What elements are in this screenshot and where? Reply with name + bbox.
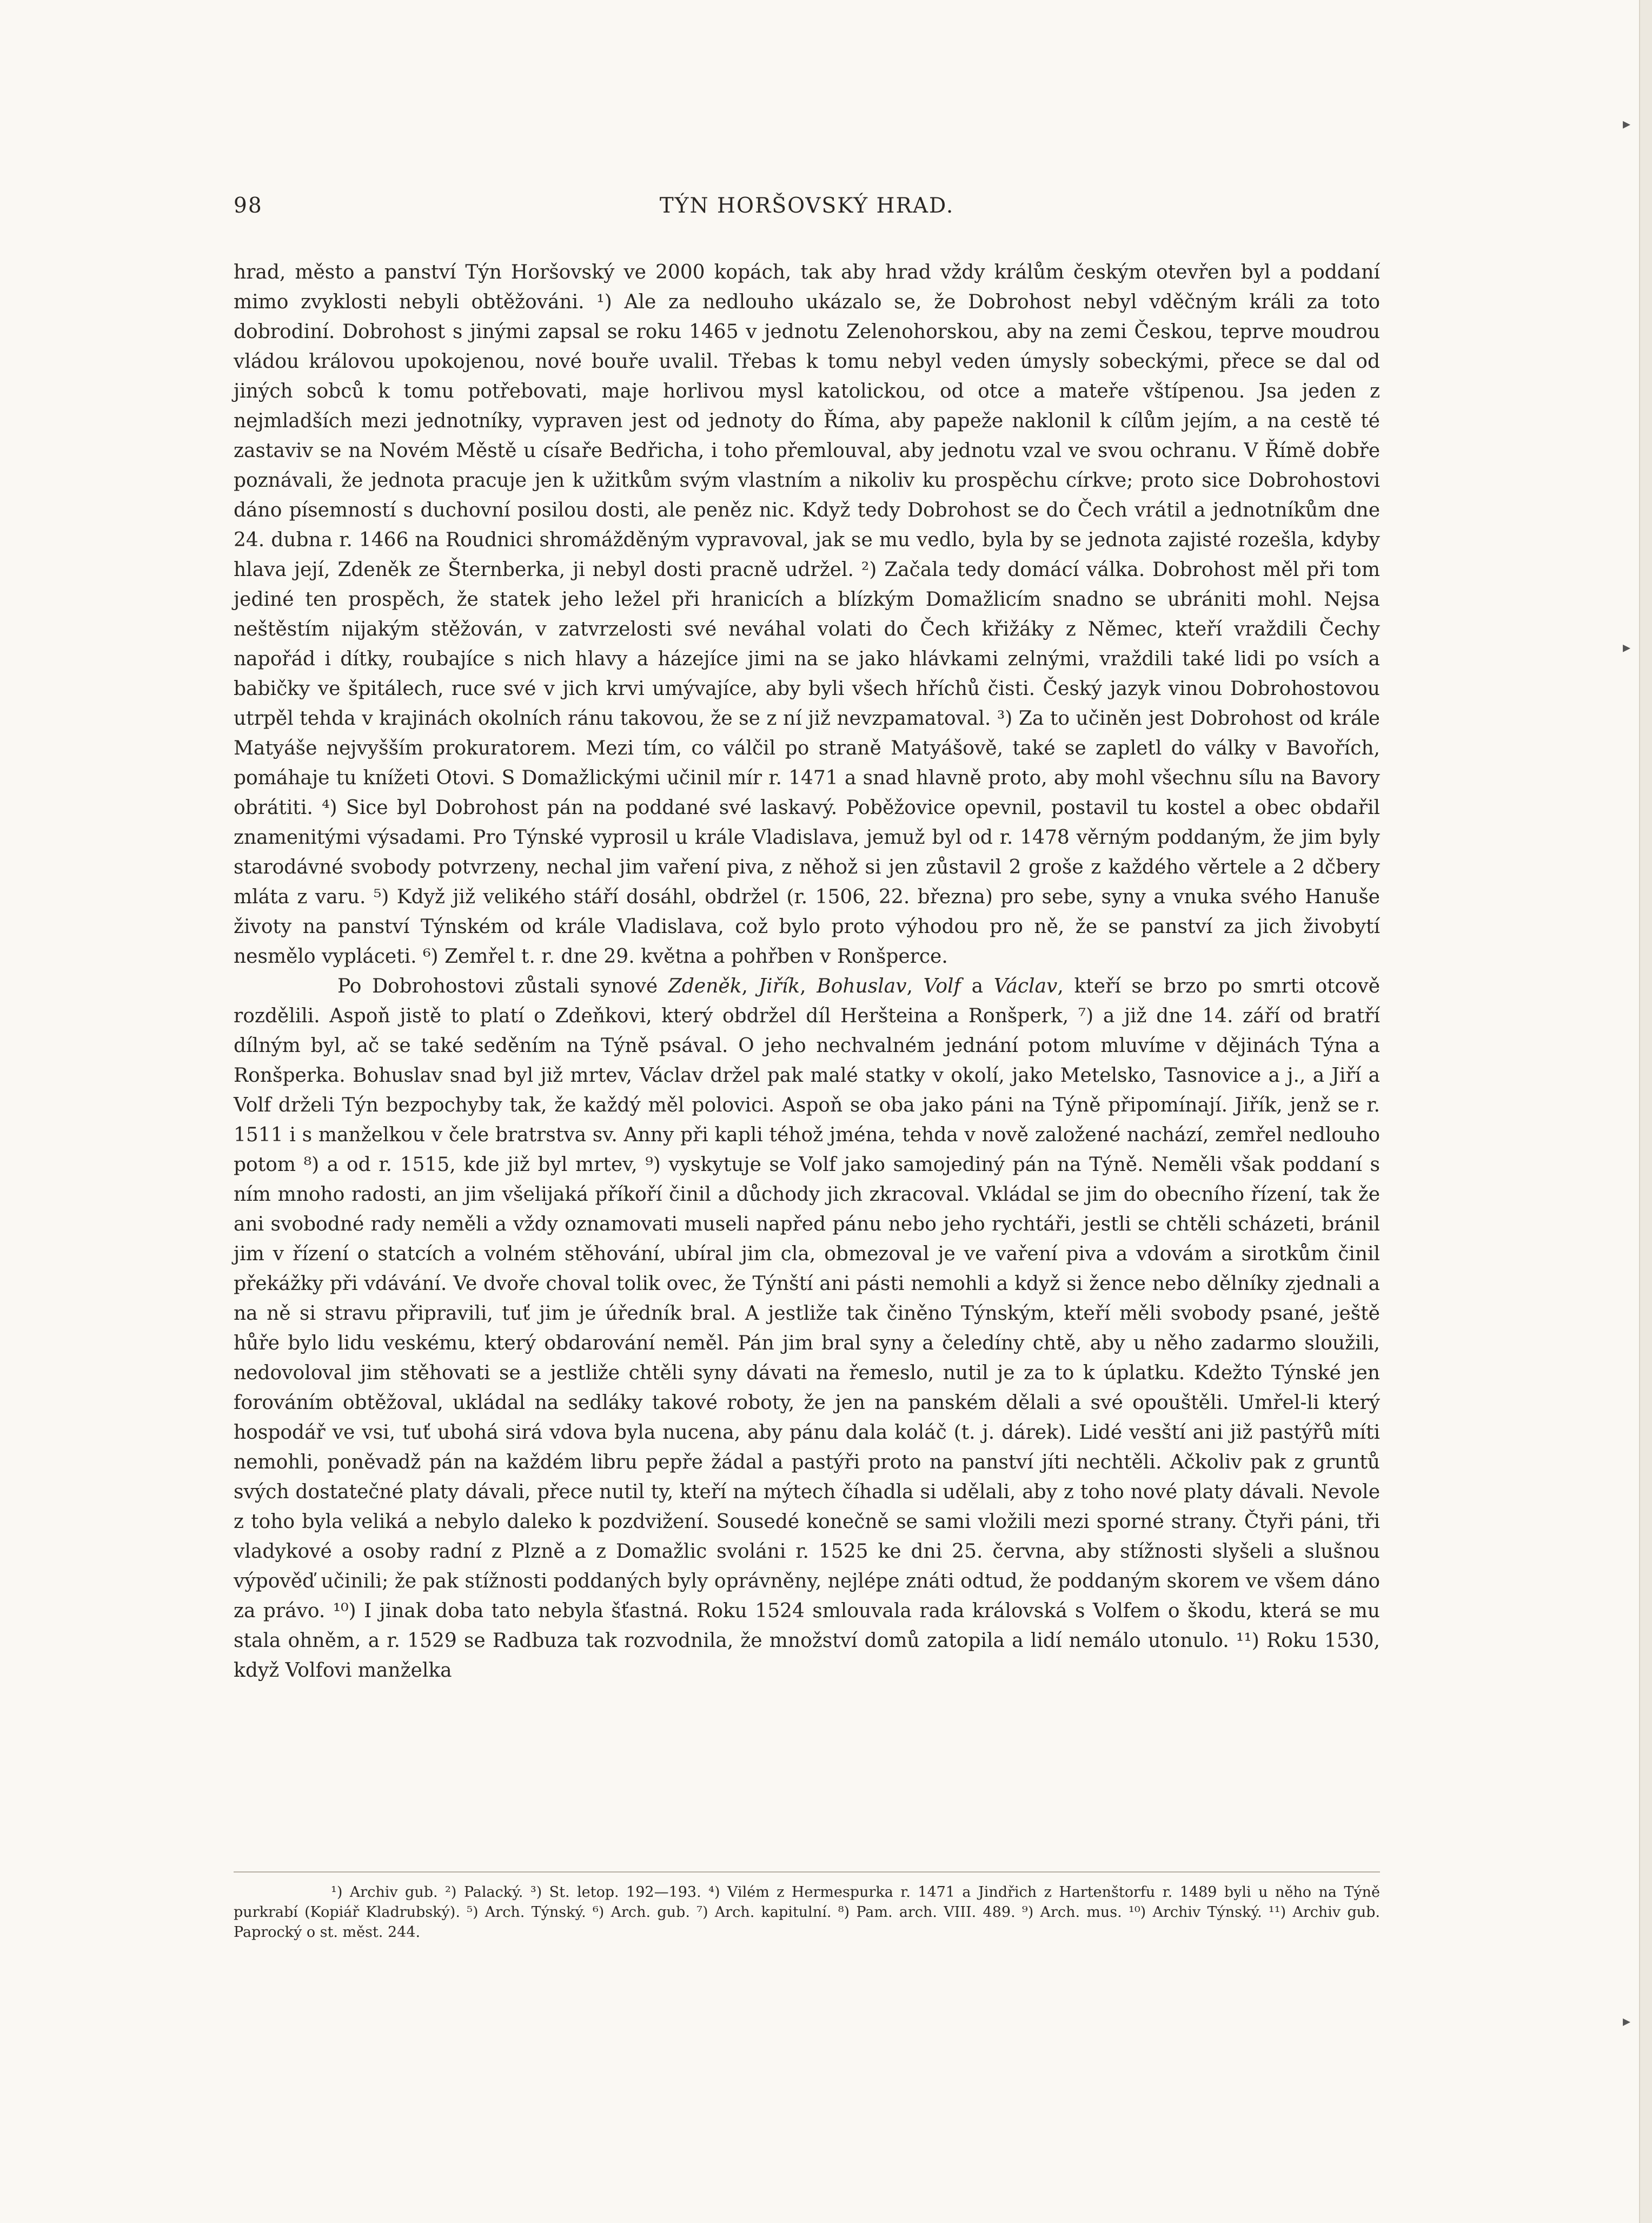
paragraph: hrad, město a panství Týn Horšovský ve 2000 kopách, tak aby hrad vždy králům českým otevřen byl a poddaní mimo zvyklosti nebyli obtěžováni. ¹) Ale za nedlouho ukázalo se, že Dobrohost nebyl vděčným králi za toto dobrodiní. Dobrohost s jinými zapsal se roku 1465 v jednotu Zelenohorskou, aby na zemi Českou, teprve moudrou vládou královou upokojenou, nové bouře uvalil. Třebas k tomu nebyl veden úmysly sobeckými, přece se dal od jiných sobců k tomu potřebovati, maje horlivou mysl katolickou, od otce a mateře vštípenou. Jsa jeden z nejmladších mezi jednotníky, vypraven jest od jednoty do Říma, aby papeže naklonil k cílům jejím, a na cestě té zastaviv se na Novém Městě u císaře Bedřicha, i toho přemlouval, aby jednotu vzal ve svou ochranu. V Římě dobře poznávali, že jednota pracuje jen k užitkům svým vlastním a nikoliv ku prospěchu církve; proto sice Dobrohostovi dáno písemností s duchovní posilou dosti, ale peněz nic. Když tedy Dobrohost se do Čech vrátil a jednotníkům dne 24. dubna r. 1466 na Roudnici shromážděným vypravoval, jak se mu vedlo, byla by se jednota zajisté rozešla, kdyby hlava její, Zdeněk ze Šternberka, ji nebyl dosti pracně udržel. ²) Začala tedy domácí válka. Dobrohost měl při tom jediné ten prospěch, že statek jeho ležel při hranicích a blízkým Domažlicím snadno se ubrániti mohl. Nejsa neštěstím nijakým stěžován, v zatvrzelosti své neváhal volati do Čech křižáky z Němec, kteří vraždili Čechy napořád i dítky, roubajíce s nich hlavy a házejíce jimi na se jako hlávkami zelnými, vraždili také lidi po vsích a babičky ve špitálech, ruce své v jich krvi umývajíce, aby byli všech hříchů čisti. Český jazyk vinou Dobrohostovou utrpěl tehda v krajinách okolních ránu takovou, že se z ní již nevzpamatoval. ³) Za to učiněn jest Dobrohost od krále Matyáše nejvyšším prokuratorem. Mezi tím, co válčil po straně Matyášově, také se zapletl do války v Bavořích, pomáhaje tu knížeti Otovi. S Domažlickými učinil mír r. 1471 a snad hlavně proto, aby mohl všechnu sílu na Bavory obrátiti. ⁴) Sice byl Dobrohost pán na poddané své laskavý. Poběžovice opevnil, postavil tu kostel a obec obdařil znamenitými výsadami. Pro Týnské vyprosil u krále Vladislava, jemuž byl od r. 1478 věrným poddaným, že jim byly starodávné svobody potvrzeny, nechal jim vaření piva, z něhož si jen zůstavil 2 groše z každého věrtele a 2 dčbery mláta z varu. ⁵) Když již velikého stáří dosáhl, obdržel (r. 1506, 22. března) pro sebe, syny a vnuka svého Hanuše životy na panství Týnském od krále Vladislava, což bylo proto výhodou pro ně, že se panství za jich živobytí nesmělo vypláceti. ⁶) Zemřel t. r. dne 29. května a pohřben v Ronšperce. [234,261,1380,968]
conjunction: a [971,975,984,997]
son-name: Volf [923,975,961,997]
page-number: 98 [234,194,263,218]
son-name: Bohuslav [817,975,907,997]
book-binding-edge [1639,0,1652,2223]
main-text [234,257,1380,1685]
running-title: TÝN HORŠOVSKÝ HRAD. [659,194,954,218]
page-header [234,194,1380,231]
margin-mark: ▸ [1622,638,1630,656]
son-name: Jiřík [758,975,800,997]
paragraph-rest: , kteří se brzo po smrti otcově rozdělili. Aspoň jistě to platí o Zdeňkovi, který obdržel díl Heršteina a Ronšperk, ⁷) a již dne 14. září od bratří dílným byl, ač se také seděním na Týně psával. O jeho nechvalném jednání potom mluvíme v dějinách Týna a Ronšperka. Bohuslav snad byl již mrtev, Václav držel pak malé statky v okolí, jako Metelsko, Tasnovice a j., a Jiří a Volf drželi Týn bezpochyby tak, že každý měl polovici. Aspoň se oba jako páni na Týně připomínají. Jiřík, jenž se r. 1511 i s manželkou v čele bratrstva sv. Anny při kapli téhož jména, tehda v nově založené nachází, zemřel nedlouho potom ⁸) a od r. 1515, kde již byl mrtev, ⁹) vyskytuje se Volf jako samojediný pán na Týně. Neměli však poddaní s ním mnoho radosti, an jim všelijaká příkoří činil a důchody jich zkracoval. Vkládal se jim do obecního řízení, tak že ani svobodné rady neměli a vždy oznamovati museli napřed pánu nebo jeho rychtáři, jestli se chtěli scházeti, bránil jim v řízení o statcích a volném stěhování, ubíral jim cla, obmezoval je ve vaření piva a vdovám a sirotkům činil překážky při vdávání. Ve dvoře choval tolik ovec, že Týnští ani pásti nemohli a když si žence nebo dělníky zjednali a na ně si stravu připravili, tuť jim je úředník bral. A jestliže tak činěno Týnským, kteří měli svobody psané, ještě hůře bylo lidu veskému, který obdarování neměl. Pán jim bral syny a čeledíny chtě, aby u něho zadarmo sloužili, nedovoloval jim stěhovati se a jestliže chtěli syny dávati na řemeslo, nutil je za to k úplatku. Kdežto Týnské jen forováním obtěžoval, ukládal na sedláky takové roboty, že jen na panském dělali a své opouštěli. Umřel-li který hospodář ve vsi, tuť ubohá sirá vdova byla nucena, aby pánu dala koláč (t. j. dárek). Lidé vesští ani již pastýřů míti nemohli, poněvadž pán na každém libru pepře žádal a pastýři proto na panství jíti nechtěli. Ačkoliv pak z gruntů svých dostatečné platy dávali, přece nutil ty, kteří na mýtech číhadla si udělali, aby z toho nové platy dávali. Nevole z toho byla veliká a nebylo daleko k pozdvižení. Sousedé konečně se sami vložili mezi sporné strany. Čtyři páni, tři vladykové a osoby radní z Plzně a z Domažlic svoláni r. 1525 ke dni 25. června, aby stížnosti slyšeli a slušnou výpověď učinili; že pak stížnosti poddaných byly oprávněny, nejlépe znáti odtud, že poddaným skorem ve všem dáno za právo. ¹⁰) I jinak doba tato nebyla šťastná. Roku 1524 smlouvala rada královská s Volfem o škodu, která se mu stala ohněm, a r. 1529 se Radbuza tak rozvodnila, že množství domů zatopila a lidí nemálo utonulo. ¹¹) Roku 1530, když Volfovi manželka [234,975,1380,1682]
son-name: Václav [993,975,1058,997]
footnote-divider [234,1871,1380,1873]
footnotes: ¹) Archiv gub. ²) Palacký. ³) St. letop. 192—193. ⁴) Vilém z Hermespurka r. 1471 a Jindřich z Hartenštorfu r. 1489 byli u něho na Týně purkrabí (Kopiář Kladrubský). ⁵) Arch. Týnský. ⁶) Arch. gub. ⁷) Arch. kapitulní. ⁸) Pam. arch. VIII. 489. ⁹) Arch. mus. ¹⁰) Archiv Týnský. ¹¹) Archiv gub. Paprocký o st. měst. 244. [234,1884,1380,1941]
margin-mark: ▸ [1622,115,1630,133]
paragraph-lead: Po Dobrohostovi zůstali synové [337,975,658,997]
paragraph: Po Dobrohostovi zůstali synové Zdeněk, Jiřík, Bohuslav, Volf a Václav, kteří se brzo po smrti otcově rozdělili. Aspoň jistě to platí o Zdeňkovi, který obdržel díl Heršteina a Ronšperk, ⁷) a již dne 14. září od bratří dílným byl, ač se také seděním na Týně psával. O jeho nechvalném jednání potom mluvíme v dějinách Týna a Ronšperka. Bohuslav snad byl již mrtev, Václav držel pak malé statky v okolí, jako Metelsko, Tasnovice a j., a Jiří a Volf drželi Týn bezpochyby tak, že každý měl polovici. Aspoň se oba jako páni na Týně připomínají. Jiřík, jenž se r. 1511 i s manželkou v čele bratrstva sv. Anny při kapli téhož jména, tehda v nově založené nachází, zemřel nedlouho potom ⁸) a od r. 1515, kde již byl mrtev, ⁹) vyskytuje se Volf jako samojediný pán na Týně. Neměli však poddaní s ním mnoho radosti, an jim všelijaká příkoří činil a důchody jich zkracoval. Vkládal se jim do obecního řízení, tak že ani svobodné rady neměli a vždy oznamovati museli napřed pánu nebo jeho rychtáři, jestli se chtěli scházeti, bránil jim v řízení o statcích a volném stěhování, ubíral jim cla, obmezoval je ve vaření piva a vdovám a sirotkům činil překážky při vdávání. Ve dvoře choval tolik ovec, že Týnští ani pásti nemohli a když si žence nebo dělníky zjednali a na ně si stravu připravili, tuť jim je úředník bral. A jestliže tak činěno Týnským, kteří měli svobody psané, ještě hůře bylo lidu veskému, který obdarování neměl. Pán jim bral syny a čeledíny chtě, aby u něho zadarmo sloužili, nedovoloval jim stěhovati se a jestliže chtěli syny dávati na řemeslo, nutil je za to k úplatku. Kdežto Týnské jen forováním obtěžoval, ukládal na sedláky takové roboty, že jen na panském dělali a své opouštěli. Umřel-li který hospodář ve vsi, tuť ubohá sirá vdova byla nucena, aby pánu dala koláč (t. j. dárek). Lidé vesští ani již pastýřů míti nemohli, poněvadž pán na každém libru pepře žádal a pastýři proto na panství jíti nechtěli. Ačkoliv pak z gruntů svých dostatečné platy dávali, přece nutil ty, kteří na mýtech číhadla si udělali, aby z toho nové platy dávali. Nevole z toho byla veliká a nebylo daleko k pozdvižení. Sousedé konečně se sami vložili mezi sporné strany. Čtyři páni, tři vladykové a osoby radní z Plzně a z Domažlic svoláni r. 1525 ke dni 25. června, aby stížnosti slyšeli a slušnou výpověď učinili; že pak stížnosti poddaných byly oprávněny, nejlépe znáti odtud, že poddaným skorem ve všem dáno za právo. ¹⁰) I jinak doba tato nebyla šťastná. Roku 1524 smlouvala rada královská s Volfem o škodu, která se mu stala ohněm, a r. 1529 se Radbuza tak rozvodnila, že množství domů zatopila a lidí nemálo utonulo. ¹¹) Roku 1530, když Volfovi manželka [234,975,1380,1682]
margin-mark: ▸ [1622,2012,1630,2030]
son-name: Zdeněk [668,975,742,997]
